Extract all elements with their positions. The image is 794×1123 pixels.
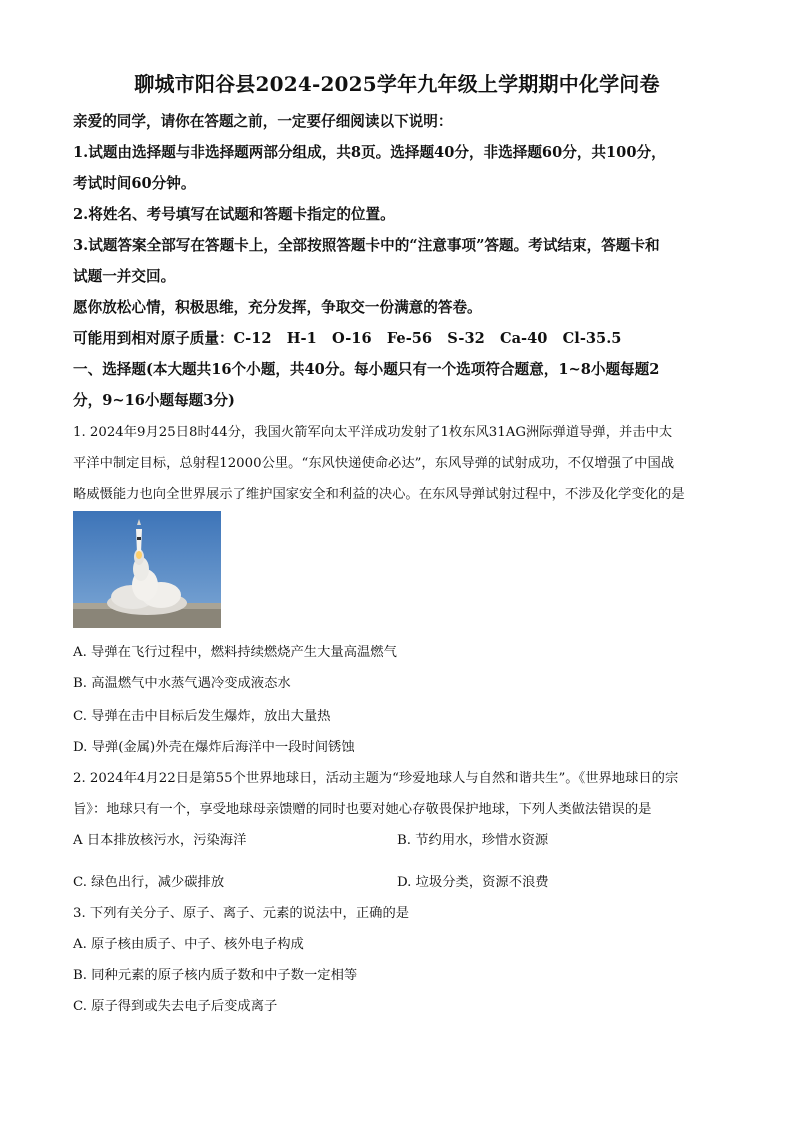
q1-stem-line-1: 1. 2024年9月25日8时44分，我国火箭军向太平洋成功发射了1枚东风31AG洲际弹道导弹，并击中太	[73, 425, 673, 440]
q2-option-d: D. 垃圾分类，资源不浪费	[397, 875, 549, 890]
section-heading-line-2: 分，9~16小题每题3分)	[73, 392, 235, 409]
intro-item-3-line-2: 试题一并交回。	[73, 268, 176, 285]
q1-stem-line-2: 平洋中制定目标，总射程12000公里。“东风快递使命必达”，东风导弹的试射成功，不仅增强了中国战	[73, 456, 675, 471]
q1-option-c: C. 导弹在击中目标后发生爆炸，放出大量热	[73, 709, 331, 724]
intro-item-1-line-2: 考试时间60分钟。	[73, 175, 196, 192]
intro-wish: 愿你放松心情，积极思维，充分发挥，争取交一份满意的答卷。	[73, 299, 482, 316]
q2-option-b: B. 节约用水，珍惜水资源	[397, 833, 549, 848]
q2-stem-line-1: 2. 2024年4月22日是第55个世界地球日，活动主题为“珍爱地球人与自然和谐共生”。《世界地球日的宗	[73, 771, 679, 786]
q1-stem-line-3: 略威慑能力也向全世界展示了维护国家安全和利益的决心。在东风导弹试射过程中，不涉及化学变化的是	[73, 487, 685, 502]
q1-option-b: B. 高温燃气中水蒸气遇冷变成液态水	[73, 676, 291, 691]
q3-stem: 3. 下列有关分子、原子、离子、元素的说法中，正确的是	[73, 906, 410, 921]
q2-stem-line-2: 旨》：地球只有一个，享受地球母亲馈赠的同时也要对她心存敬畏保护地球，下列人类做法错误的是	[73, 802, 652, 817]
intro-greeting: 亲爱的同学，请你在答题之前，一定要仔细阅读以下说明：	[73, 113, 453, 130]
section-heading-line-1: 一、选择题(本大题共16个小题，共40分。每小题只有一个选项符合题意，1~8小题每题2	[73, 361, 660, 378]
q1-option-d: D. 导弹(金属)外壳在爆炸后海洋中一段时间锈蚀	[73, 740, 355, 755]
intro-item-1-line-1: 1.试题由选择题与非选择题两部分组成，共8页。选择题40分，非选择题60分，共100分，	[73, 144, 666, 161]
q1-option-a: A. 导弹在飞行过程中，燃料持续燃烧产生大量高温燃气	[73, 645, 397, 660]
atomic-masses: 可能用到相对原子质量：C-12 H-1 O-16 Fe-56 S-32 Ca-40 Cl-35.5	[73, 330, 622, 347]
intro-item-2: 2.将姓名、考号填写在试题和答题卡指定的位置。	[73, 206, 395, 223]
q3-option-a: A. 原子核由质子、中子、核外电子构成	[73, 937, 304, 952]
page-title: 聊城市阳谷县2024-2025学年九年级上学期期中化学问卷	[134, 72, 660, 96]
q3-option-c: C. 原子得到或失去电子后变成离子	[73, 999, 278, 1014]
q2-option-c: C. 绿色出行，减少碳排放	[73, 875, 225, 890]
q2-option-a: A 日本排放核污水，污染海洋	[73, 833, 247, 848]
intro-item-3-line-1: 3.试题答案全部写在答题卡上，全部按照答题卡中的“注意事项”答题。考试结束，答题卡和	[73, 237, 660, 254]
missile-launch-image	[73, 511, 221, 628]
q3-option-b: B. 同种元素的原子核内质子数和中子数一定相等	[73, 968, 358, 983]
